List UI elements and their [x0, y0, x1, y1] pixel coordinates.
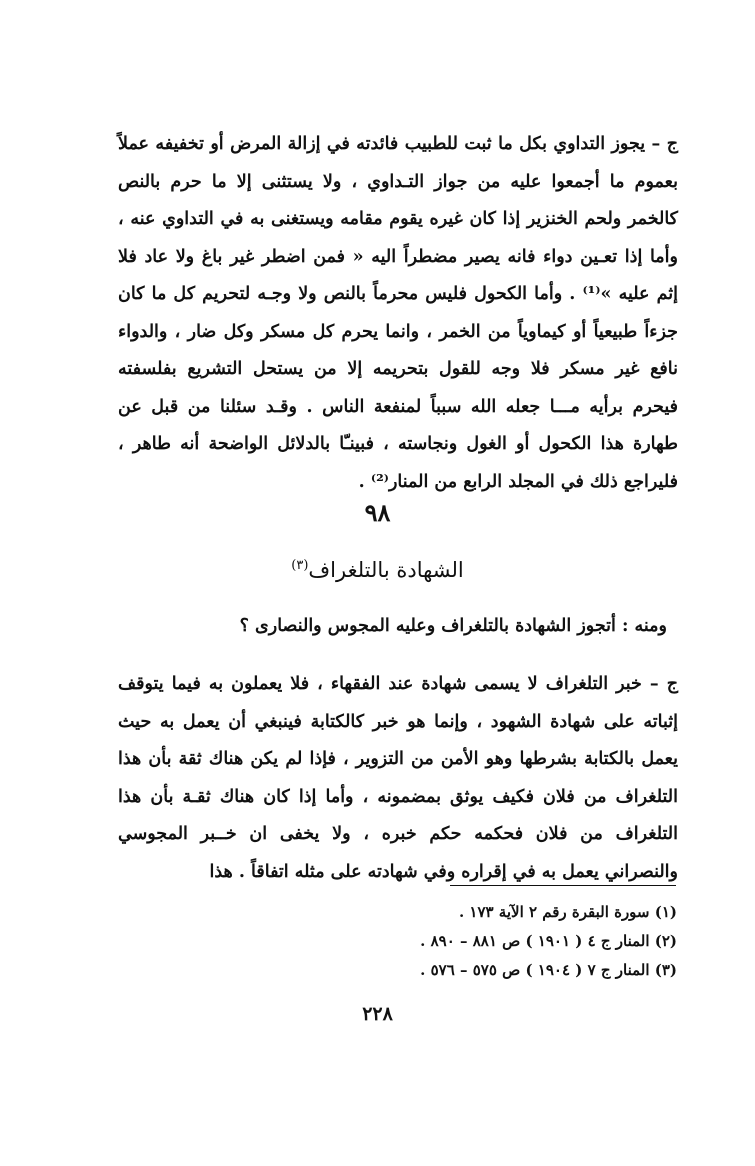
footnote-divider: [450, 885, 676, 886]
title-footnote-marker: (٣): [291, 558, 309, 573]
footnotes: [420, 898, 677, 985]
footnote-item: (١) سورة البقرة رقم ٢ الآية ١٧٣ .: [458, 903, 677, 921]
page-number: ٢٢٨: [362, 1003, 393, 1025]
section-title-text: الشهادة بالتلغراف: [308, 558, 464, 582]
fatwa-number: ٩٨: [364, 498, 391, 527]
footnote-item: (٢) المنار ج ٤ ( ١٩٠١ ) ص ٨٨١ – ٨٩٠ .: [420, 932, 677, 950]
section-title: [0, 558, 755, 582]
answer-paragraph-medication: ج – يجوز التداوي بكل ما ثبت للطبيب فائدته في إزالة المرض أو تخفيفه عملاً بعموم ما أجمعوا عليه من جواز التـداوي ، ولا يستثنى إلا ما حرم بالنص كالخمر ولحم الخنزير إذا كان غيره يقوم مقامه ويستغنى به في التداوي عنه ، وأما إذا تعـين دواء فانه يصير مضطراً اليه « فمن اضطر غير باغ ولا عاد فلا إثم عليه »⁽¹⁾ . وأما الكحول فليس محرماً بالنص ولا وجـه لتحريم كل ما كان جزءاً طبيعياً أو كيماوياً من الخمر ، وانما يحرم كل مسكر وكل ضار ، والدواء نافع غير مسكر فلا وجه للقول بتحريمه إلا من يستحل التشريع بفلسفته فيحرم برأيه مـــا جعله الله سبباً لمنفعة الناس . وقـد سئلنا من قبل عن طهارة هذا الكحول أو الغول ونجاسته ، فبينـّا بالدلائل الواضحة أنه طاهر ، فليراجع ذلك في المجلد الرابع من المنار⁽²⁾ .: [118, 134, 678, 492]
footnote-item: (٣) المنار ج ٧ ( ١٩٠٤ ) ص ٥٧٥ – ٥٧٦ .: [420, 961, 677, 979]
answer-paragraph-telegraph: ج – خبر التلغراف لا يسمى شهادة عند الفقهاء ، فلا يعملون به فيما يتوقف إثباته على شهادة الشهود ، وإنما هو خبر كالكتابة فينبغي أن يعمل به حيث يعمل بالكتابة بشرطها وهو الأمن من التزوير ، فإذا لم يكن هناك ثقة بأن هذا التلغراف من فلان فكيف يوثق بمضمونه ، وأما إذا كان هناك ثقـة بأن هذا التلغراف من فلان فحكمه حكم خبره ، ولا يخفى ان خــبر المجوسي والنصراني يعمل به في إقراره وفي شهادته على مثله اتفاقاً . هذا: [118, 674, 678, 882]
question-text: ومنه : أتجوز الشهادة بالتلغراف وعليه المجوس والنصارى ؟: [239, 616, 667, 636]
